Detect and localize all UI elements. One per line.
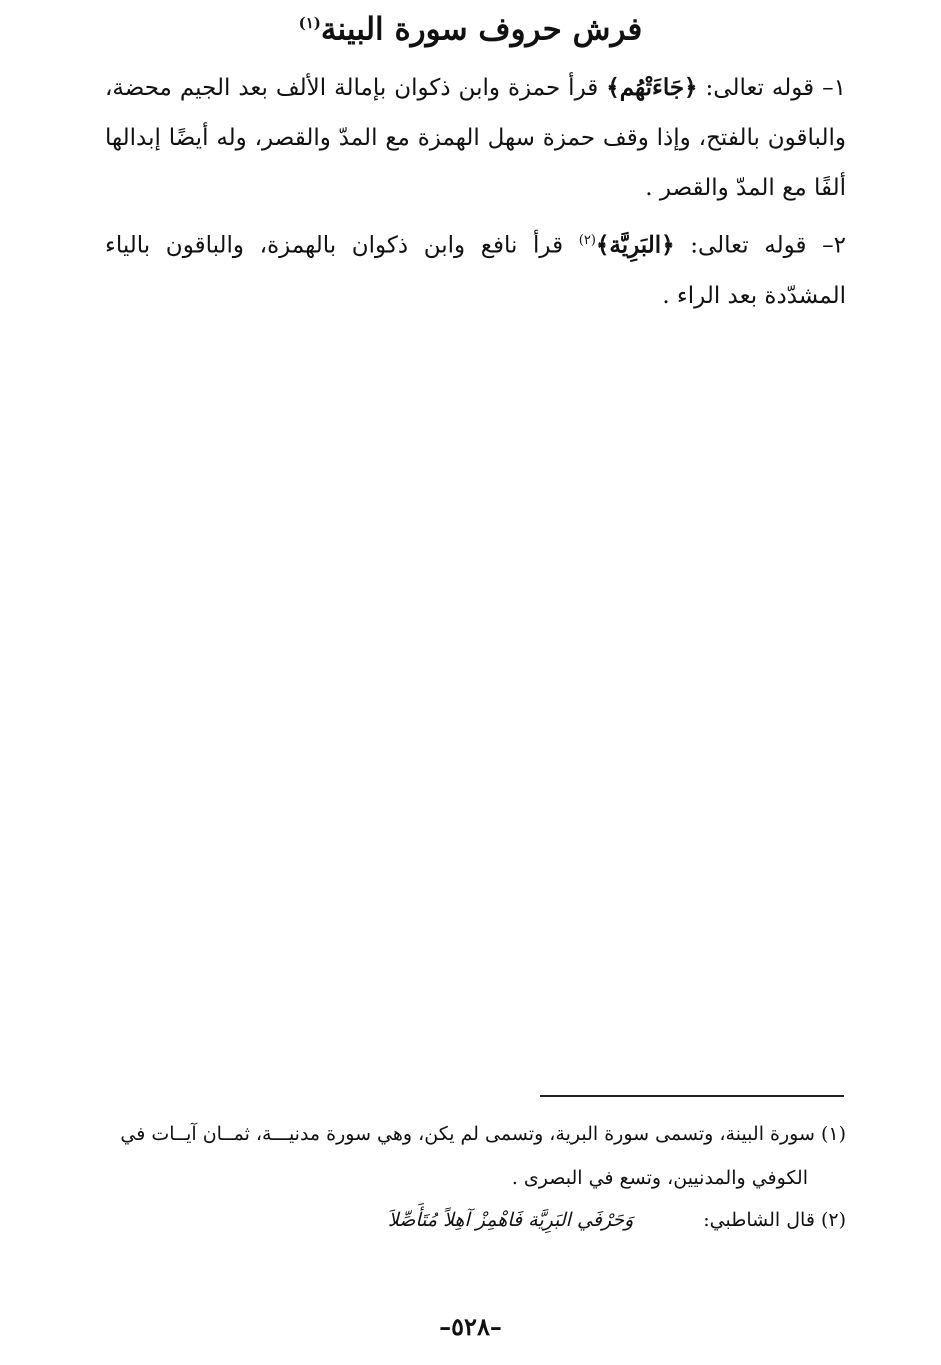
page-number: –٥٢٨–: [439, 1312, 502, 1341]
footnote-1-continuation: الكوفي والمدنيين، وتسع في البصرى .: [511, 1167, 808, 1189]
footnote-separator: [540, 1095, 844, 1097]
page-title: [0, 0, 941, 52]
footnote-1-label: (١): [820, 1123, 846, 1145]
paragraph-2-prefix: ٢– قوله تعالى:: [674, 232, 846, 259]
paragraph-1-prefix: ١– قوله تعالى:: [697, 75, 846, 101]
footnote-2-label: (٢): [820, 1209, 846, 1231]
paragraph-2-text: قرأ نافع وابن ذكوان بالهمزة، والباقون بالياء المشدّدة بعد الراء .: [105, 232, 846, 309]
footnote-1-text: سورة البينة، وتسمى سورة البرية، وتسمى لم يكن، وهي سورة مدنيـــة، ثمــان آيــات في: [120, 1123, 821, 1145]
footnote-2: [105, 1198, 846, 1242]
paragraph-2-verse: ﴿البَرِيَّة﴾: [595, 231, 675, 259]
footnote-2-text: قال الشاطبي:: [703, 1209, 821, 1231]
paragraph-1-verse: ﴿جَاءَتْهُم﴾: [606, 74, 698, 101]
title-text: فرش حروف سورة البينة: [320, 11, 643, 48]
paragraph-2-footnote-ref: (٢): [578, 233, 596, 248]
paragraph-2: [105, 216, 846, 321]
footnote-1: [105, 1112, 846, 1200]
footnote-2-poem: وَحَرْفَي البَرِيَّة فَاهْمِزْ آهِلاً مُتَأَصِّلاَ: [387, 1209, 634, 1231]
title-footnote-ref: (١): [298, 14, 321, 32]
paragraph-1-text: قرأ حمزة وابن ذكوان بإمالة الألف بعد الجيم محضة، والباقون بالفتح، وإذا وقف حمزة سهل الهمزة مع المدّ والقصر، وله أيضًا إبدالها ألفًا مع المدّ والقصر .: [105, 75, 846, 201]
paragraph-1: [105, 63, 846, 213]
